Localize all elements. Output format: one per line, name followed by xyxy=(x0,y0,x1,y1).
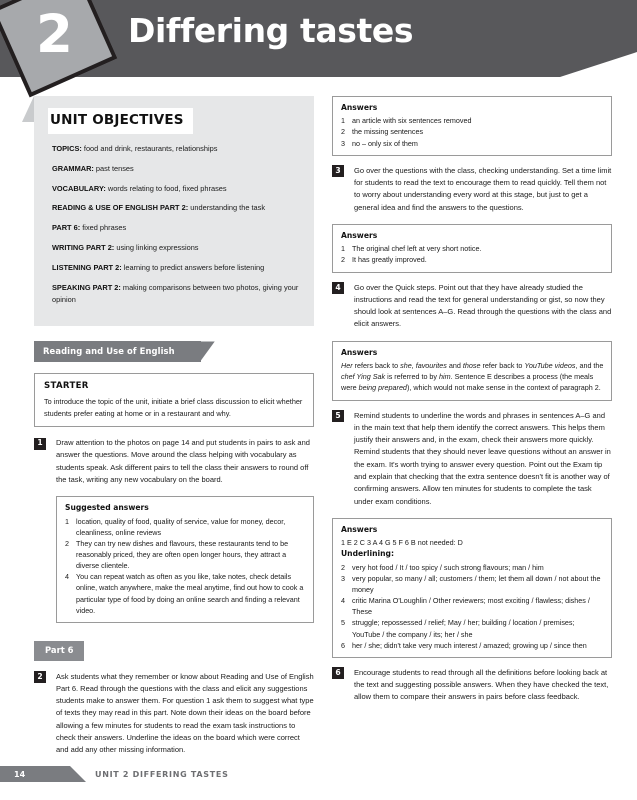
instruction-item-5 xyxy=(332,410,612,508)
page-title: Differing tastes xyxy=(128,11,414,50)
objective-label: SPEAKING PART 2: xyxy=(52,282,121,292)
answer-text: no – only six of them xyxy=(352,138,418,148)
right-column xyxy=(332,96,612,714)
answer-row xyxy=(341,115,604,126)
answer-row xyxy=(341,573,604,595)
instruction-text: Go over the Quick steps. Point out that they have already studied the instructions and read the text for general understanding or gist, so now they should look at sentences A–G. Read through the questions with the class and elicit answers. xyxy=(354,282,612,329)
objective-text: words relating to food, fixed phrases xyxy=(105,183,227,193)
answer-number: 3 xyxy=(341,573,345,583)
answer-number: 2 xyxy=(65,538,69,548)
page-footer xyxy=(0,766,400,782)
answer-number: 1 xyxy=(341,116,345,126)
answers-title: Answers xyxy=(341,230,378,240)
objective-label: GRAMMAR: xyxy=(52,163,94,173)
answer-text: The original chef left at very short notice. xyxy=(352,244,482,254)
objective-text: understanding the task xyxy=(188,203,266,213)
instruction-item-3 xyxy=(332,165,612,214)
objective-text: learning to predict answers before listening xyxy=(121,262,265,272)
footer-unit-label: UNIT 2 DIFFERING TASTES xyxy=(95,769,229,779)
answer-row xyxy=(65,571,306,616)
answers-title: Answers xyxy=(341,103,378,112)
answer-row xyxy=(341,254,604,265)
answer-text: the missing sentences xyxy=(352,127,424,137)
objective-label: VOCABULARY: xyxy=(52,183,106,193)
answer-text: an article with six sentences removed xyxy=(352,116,472,126)
answers-list xyxy=(341,243,604,265)
italic-term: Her xyxy=(341,361,353,371)
italic-term: those xyxy=(462,361,481,371)
objective-row xyxy=(52,143,300,155)
objective-label: TOPICS: xyxy=(52,143,82,153)
objectives-corner-fold xyxy=(22,96,34,122)
underlining-label: Underlining: xyxy=(341,549,394,559)
objective-row xyxy=(52,163,300,175)
instruction-text: Ask students what they remember or know about Reading and Use of English Part 6. Read through the questions with the class and elicit any suggestions students make to answer them. For question 1 ask them to suggest what type of texts they may read in this part. Note down their ideas on the board before allowing a few minutes for students to read the exam task instructions to check their answers. Underline the ideas on the board which were correct and add any other missing information. xyxy=(56,671,314,755)
answer-text: her / she; didn't take very much interest / amazed; growing up / since then xyxy=(352,640,587,650)
answer-row xyxy=(65,516,306,538)
answers-box-1 xyxy=(332,96,612,156)
unit-objectives-panel xyxy=(34,96,314,326)
instruction-number: 1 xyxy=(34,438,46,450)
objective-row xyxy=(52,282,300,306)
plain-text: refer back to xyxy=(480,361,525,371)
instruction-item-4 xyxy=(332,282,612,331)
instruction-number: 6 xyxy=(332,667,344,679)
answers-box-4 xyxy=(332,518,612,658)
objective-label: WRITING PART 2: xyxy=(52,243,115,253)
plain-text: refers back to xyxy=(352,361,401,371)
instruction-text: Go over the questions with the class, checking understanding. Set a time limit for students to read the text to encourage them to read quickly. Tell them not to worry about understanding every word at this stage, but just to get a general idea and find the answers to the questions. xyxy=(354,165,612,212)
answers-title: Answers xyxy=(341,347,378,357)
italic-term: chef Ying Sak xyxy=(341,372,386,382)
left-column xyxy=(34,96,314,767)
answer-row xyxy=(341,126,604,137)
italic-term: him xyxy=(439,372,451,382)
answer-text: You can repeat watch as often as you like, take notes, check details online, watch anywhere, make the meal anytime, find out how to cook a particular type of food by doing an online search and finding a relevant video. xyxy=(76,572,304,615)
section-tag-reading-use-of-english: Reading and Use of English xyxy=(34,341,201,362)
answer-number: 6 xyxy=(341,640,345,650)
suggested-answers-list xyxy=(65,516,306,616)
answer-row xyxy=(65,538,306,571)
instruction-number: 3 xyxy=(332,165,344,177)
answer-number: 1 xyxy=(341,244,345,254)
instruction-number: 2 xyxy=(34,671,46,683)
plain-text: ), which would not make sense in the context of paragraph 2. xyxy=(406,383,601,393)
plain-text: , and the xyxy=(575,361,604,371)
answer-text: It has greatly improved. xyxy=(352,255,427,265)
instruction-item-6 xyxy=(332,667,612,704)
answer-row xyxy=(341,138,604,149)
objective-label: PART 6: xyxy=(52,223,81,233)
objective-text: making comparisons between two photos, giving your opinion xyxy=(52,282,299,304)
suggested-answers-title: Suggested answers xyxy=(65,503,149,513)
answer-number: 2 xyxy=(341,255,345,265)
answer-row xyxy=(341,617,604,639)
answer-number: 4 xyxy=(65,572,69,582)
footer-tab xyxy=(0,766,86,782)
objective-label: READING & USE OF ENGLISH PART 2: xyxy=(52,203,189,213)
starter-box xyxy=(34,373,314,427)
plain-text: is referred to by xyxy=(385,372,440,382)
instruction-number: 4 xyxy=(332,282,344,294)
plain-text: and xyxy=(446,361,463,371)
objective-row xyxy=(52,222,300,234)
instruction-item-2 xyxy=(34,671,314,757)
objectives-list xyxy=(52,143,300,306)
answer-number: 5 xyxy=(341,618,345,628)
answer-row xyxy=(341,562,604,573)
underlining-list xyxy=(341,562,604,651)
suggested-answers-box xyxy=(56,496,314,623)
starter-title: STARTER xyxy=(44,381,89,392)
answer-text: very hot food / It / too spicy / such strong flavours; man / him xyxy=(352,562,544,572)
italic-term: YouTube videos xyxy=(524,361,576,371)
objective-row xyxy=(52,242,300,254)
answer-row xyxy=(341,595,604,617)
answers-key-line: 1 E 2 C 3 A 4 G 5 F 6 B not needed: D xyxy=(341,538,463,548)
part-tag-part-6: Part 6 xyxy=(34,641,84,661)
answers-title: Answers xyxy=(341,524,378,534)
objective-text: food and drink, restaurants, relationships xyxy=(81,143,218,153)
answer-text: critic Marina O'Loughlin / Other reviewers; most exciting / flawless; dishes / These xyxy=(352,596,590,617)
objective-text: past tenses xyxy=(93,163,134,173)
objective-text: fixed phrases xyxy=(80,223,127,233)
instruction-text: Remind students to underline the words and phrases in sentences A–G and in the main text that help them identify the correct answers. This helps them justify their answers and, in the exam, check their answers more quickly. Remind students that they should never leave questions without an answer in the exam. It's worth trying to answer every question. Point out the Exam tip and explain that checking that the extra sentence doesn't fit is another way of confirming answers. Allow ten minutes for students to complete the task under exam conditions. xyxy=(354,410,611,506)
starter-text: To introduce the topic of the unit, initiate a brief class discussion to elicit whether students prefer eating at home or in a restaurant and why. xyxy=(44,396,303,418)
unit-number: 2 xyxy=(36,3,72,65)
italic-term: she, favourites xyxy=(400,361,447,371)
answers-box-3 xyxy=(332,341,612,401)
answer-text: They can try new dishes and flavours, these restaurants tend to be reasonably priced, they are often open longer hours, they attract a diverse clientele. xyxy=(76,538,289,571)
answer-row xyxy=(341,640,604,651)
answer-number: 4 xyxy=(341,596,345,606)
plain-text: . Sentence E describes a process (the meals were xyxy=(341,372,594,393)
answer-text: very popular, so many / all; customers / them; let them all down / not about the money xyxy=(352,573,601,594)
instruction-text: Encourage students to read through all the definitions before looking back at the text and suggesting possible answers. When they have checked the text, allow them to compare their answers in pairs before class feedback. xyxy=(354,667,609,702)
answer-number: 2 xyxy=(341,562,345,572)
objective-row xyxy=(52,262,300,274)
objective-label: LISTENING PART 2: xyxy=(52,262,122,272)
answer-number: 2 xyxy=(341,127,345,137)
answer-text: location, quality of food, quality of service, value for money, decor, cleanliness, online reviews xyxy=(76,516,286,537)
answer-number: 1 xyxy=(65,516,69,526)
objective-row xyxy=(52,183,300,195)
instruction-number: 5 xyxy=(332,410,344,422)
italic-term: being prepared xyxy=(358,383,407,393)
objective-row xyxy=(52,202,300,214)
answer-text: struggle; repossessed / relief; May / her; building / location / premises; YouTube / the company / its; her / she xyxy=(352,618,575,639)
instruction-item-1 xyxy=(34,437,314,486)
answers-box-2 xyxy=(332,224,612,273)
answers-list xyxy=(341,115,604,148)
answers-paragraph xyxy=(341,360,604,393)
instruction-text: Draw attention to the photos on page 14 and put students in pairs to ask and answer the questions. Move around the class helping with vocabulary as students speak. Ask different pairs to tell the class their answers to round off the task, writing any new vocabulary on the board. xyxy=(56,438,310,484)
objectives-heading: UNIT OBJECTIVES xyxy=(48,108,193,134)
footer-page-number: 14 xyxy=(14,769,26,779)
objective-text: using linking expressions xyxy=(114,243,199,253)
answer-row xyxy=(341,243,604,254)
answer-number: 3 xyxy=(341,138,345,148)
